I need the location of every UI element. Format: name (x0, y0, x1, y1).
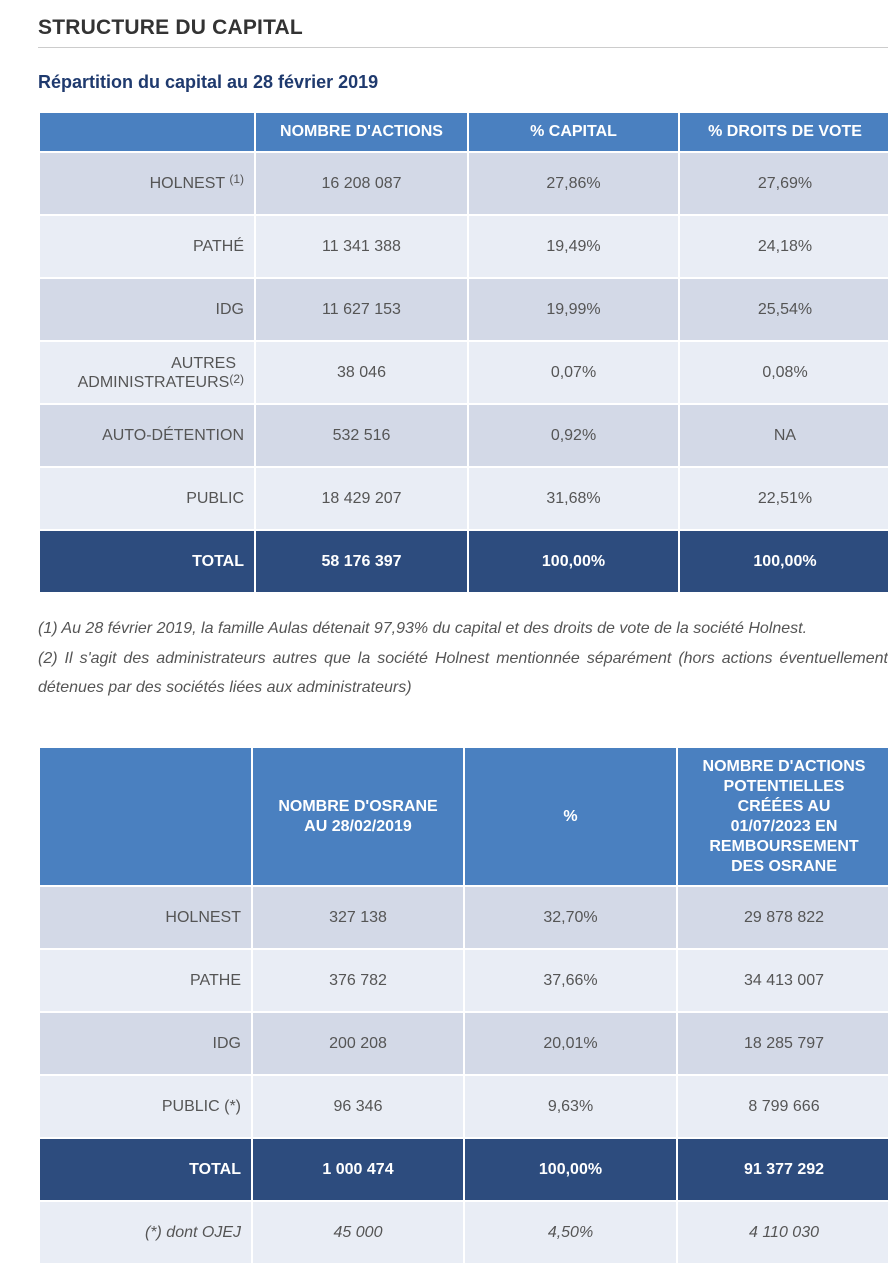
osrane-cell: 96 346 (253, 1076, 463, 1137)
footnote-ref: (2) (229, 371, 244, 386)
table-row (40, 950, 888, 1011)
pct-cell: 4,50% (465, 1202, 676, 1263)
page-title: STRUCTURE DU CAPITAL (38, 16, 888, 48)
osrane-cell: 45 000 (253, 1202, 463, 1263)
row-label: HOLNEST (40, 887, 251, 948)
total-votes: 100,00% (680, 531, 888, 592)
shares-cell: 11 341 388 (256, 216, 467, 277)
header-capital-pct: % CAPITAL (469, 113, 678, 151)
capital-cell: 27,86% (469, 153, 678, 214)
header-shares: NOMBRE D'ACTIONS (256, 113, 467, 151)
total-label: TOTAL (40, 1139, 251, 1200)
osrane-table (38, 746, 888, 1265)
footnote-1: (1) Au 28 février 2019, la famille Aulas détenait 97,93% du capital et des droits de vote de la société Holnest. (38, 620, 808, 637)
shares-cell: 38 046 (256, 342, 467, 403)
total-shares: 58 176 397 (256, 531, 467, 592)
pct-cell: 37,66% (465, 950, 676, 1011)
row-label: PUBLIC (*) (40, 1076, 251, 1137)
pct-cell: 20,01% (465, 1013, 676, 1074)
table-row (40, 216, 888, 277)
table-row (40, 153, 888, 214)
osrane-cell: 200 208 (253, 1013, 463, 1074)
osrane-cell: 376 782 (253, 950, 463, 1011)
potential-cell: 4 110 030 (678, 1202, 888, 1263)
table-header-row (40, 113, 888, 151)
header-potential-shares: NOMBRE D'ACTIONS POTENTIELLES CRÉÉES AU 01/07/2023 EN REMBOURSEMENT DES OSRANE (678, 748, 888, 885)
capital-cell: 31,68% (469, 468, 678, 529)
row-label: PUBLIC (40, 468, 254, 529)
row-label: PATHÉ (40, 216, 254, 277)
pct-cell: 32,70% (465, 887, 676, 948)
votes-cell: 27,69% (680, 153, 888, 214)
capital-cell: 0,07% (469, 342, 678, 403)
ojej-row (40, 1202, 888, 1263)
pct-cell: 9,63% (465, 1076, 676, 1137)
capital-cell: 0,92% (469, 405, 678, 466)
header-pct: % (465, 748, 676, 885)
row-label: AUTO-DÉTENTION (40, 405, 254, 466)
header-voting-rights-pct: % DROITS DE VOTE (680, 113, 888, 151)
total-row (40, 531, 888, 592)
capital-cell: 19,99% (469, 279, 678, 340)
total-capital: 100,00% (469, 531, 678, 592)
row-label: IDG (40, 279, 254, 340)
shares-cell: 532 516 (256, 405, 467, 466)
potential-cell: 8 799 666 (678, 1076, 888, 1137)
total-row (40, 1139, 888, 1200)
row-label: HOLNEST $^{(1)}$ (40, 153, 254, 214)
header-osrane-count: NOMBRE D'OSRANE AU 28/02/2019 (253, 748, 463, 885)
table-row (40, 468, 888, 529)
votes-cell: 22,51% (680, 468, 888, 529)
shares-cell: 18 429 207 (256, 468, 467, 529)
header-empty (40, 113, 254, 151)
total-potential: 91 377 292 (678, 1139, 888, 1200)
potential-cell: 18 285 797 (678, 1013, 888, 1074)
table-row (40, 1013, 888, 1074)
row-label: AUTRES ADMINISTRATEURS$^{(2)}$ (40, 342, 254, 403)
table-row (40, 342, 888, 403)
table-header-row (40, 748, 888, 885)
potential-cell: 34 413 007 (678, 950, 888, 1011)
capital-distribution-table (38, 111, 888, 594)
row-label: PATHE (40, 950, 251, 1011)
section-subtitle: Répartition du capital au 28 février 2019 (38, 72, 379, 92)
shares-cell: 16 208 087 (256, 153, 467, 214)
table-row (40, 1076, 888, 1137)
footnote-ref: (1) (229, 171, 244, 186)
table-row (40, 405, 888, 466)
potential-cell: 29 878 822 (678, 887, 888, 948)
votes-cell: 0,08% (680, 342, 888, 403)
capital-cell: 19,49% (469, 216, 678, 277)
table-row (40, 887, 888, 948)
votes-cell: 24,18% (680, 216, 888, 277)
total-pct: 100,00% (465, 1139, 676, 1200)
row-label: (*) dont OJEJ (40, 1202, 251, 1263)
total-osrane: 1 000 474 (253, 1139, 463, 1200)
votes-cell: 25,54% (680, 279, 888, 340)
footnotes (38, 614, 888, 703)
osrane-cell: 327 138 (253, 887, 463, 948)
header-empty (40, 748, 251, 885)
footnote-2: (2) Il s'agit des administrateurs autres que la société Holnest mentionnée séparément (hors actions éventuellement détenues par des sociétés liées aux administrateurs) (38, 649, 888, 696)
votes-cell: NA (680, 405, 888, 466)
row-label: IDG (40, 1013, 251, 1074)
table-row (40, 279, 888, 340)
shares-cell: 11 627 153 (256, 279, 467, 340)
total-label: TOTAL (40, 531, 254, 592)
